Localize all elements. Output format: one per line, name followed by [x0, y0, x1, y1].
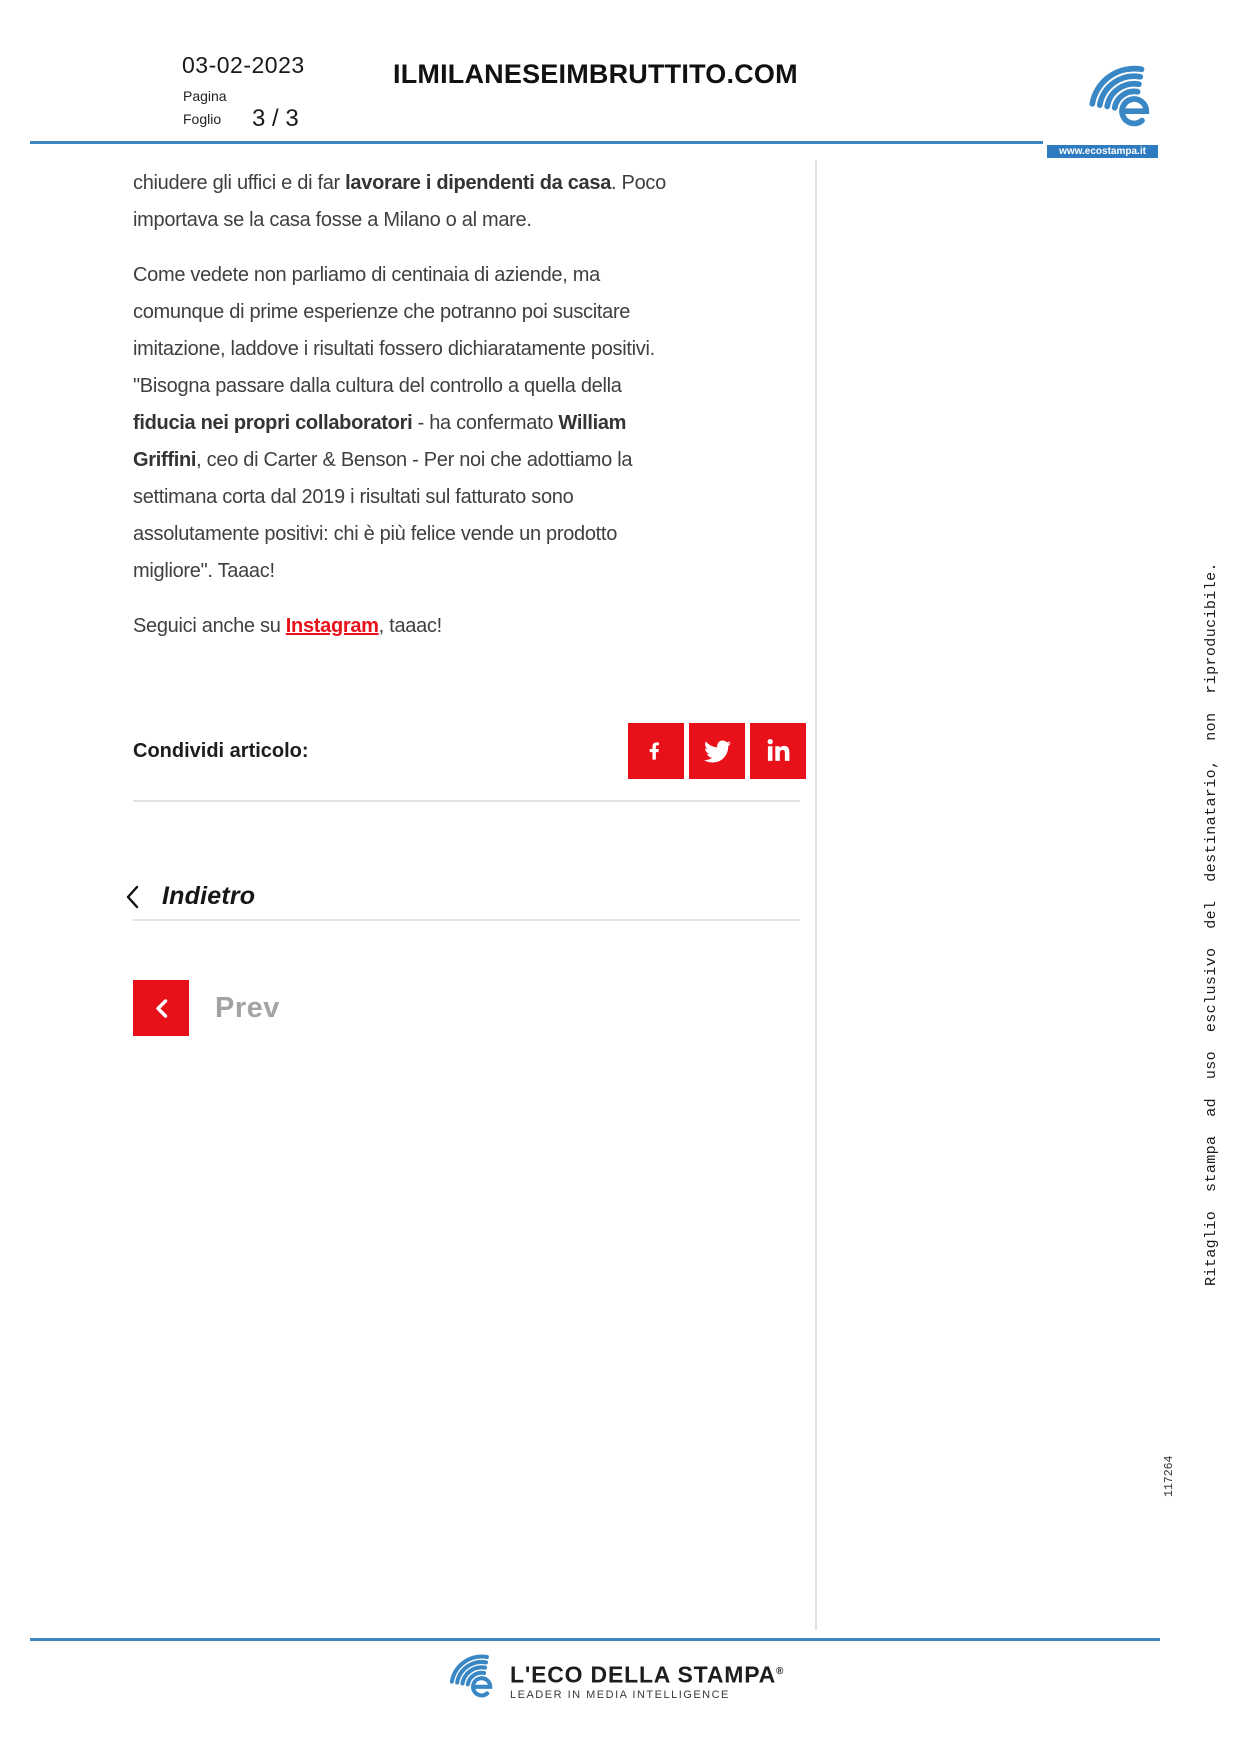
article-text: William: [558, 412, 627, 434]
facebook-f-icon: [649, 737, 664, 765]
header-rule: [30, 141, 1043, 144]
share-label: Condividi articolo:: [133, 740, 309, 762]
article-line: [133, 202, 803, 239]
article-paragraph: [133, 165, 803, 239]
clip-date: 03-02-2023: [182, 52, 305, 78]
article-text: comunque di prime esperienze che potranno poi suscitare: [133, 301, 631, 323]
footer-brand: [446, 1648, 784, 1704]
source-title: ILMILANESEIMBRUTTITO.COM: [393, 59, 798, 89]
prev-label[interactable]: Prev: [215, 991, 280, 1024]
article-text: , ceo di Carter & Benson - Per noi che adottiamo la: [196, 449, 633, 471]
sheet-value: 3 / 3: [252, 105, 299, 132]
article-body: [133, 165, 803, 663]
ecostampa-logo-icon: [1084, 55, 1160, 137]
twitter-bird-icon: [704, 738, 731, 765]
instagram-link[interactable]: Instagram: [285, 615, 379, 637]
article-text: settimana corta dal 2019 i risultati sul fatturato sono: [133, 486, 574, 508]
article-text: fiducia nei propri collaboratori: [133, 412, 413, 434]
article-text: lavorare i dipendenti da casa: [345, 172, 612, 194]
article-text: Come vedete non parliamo di centinaia di aziende, ma: [133, 264, 600, 286]
article-text: importava se la casa fosse a Milano o al mare.: [133, 209, 532, 231]
article-text: Seguici anche su: [133, 615, 286, 637]
article-text: "Bisogna passare dalla cultura del controllo a quella della: [133, 375, 622, 397]
footer-rule: [30, 1638, 1160, 1641]
content-divider-vertical: [815, 160, 817, 1630]
clip-number: 117264: [1163, 1455, 1176, 1497]
article-line: [133, 331, 803, 368]
article-text: assolutamente positivi: chi è più felice vende un prodotto: [133, 523, 618, 545]
article-text: migliore". Taaac!: [133, 560, 275, 582]
registered-mark: ®: [776, 1666, 785, 1677]
divider: [133, 919, 800, 921]
article-line: [133, 294, 803, 331]
article-line: [133, 553, 803, 590]
article-line: [133, 516, 803, 553]
footer-texts: [510, 1648, 784, 1701]
article-line: [133, 368, 803, 405]
article-line: [133, 479, 803, 516]
article-paragraph: [133, 257, 803, 590]
footer-brand-name: L'ECO DELLA STAMPA®: [510, 1661, 785, 1688]
sheet-label: Foglio: [183, 111, 222, 127]
article-text: - ha confermato: [412, 412, 559, 434]
chevron-left-icon: [126, 885, 140, 909]
prev-button[interactable]: [133, 980, 189, 1036]
linkedin-in-icon: [766, 739, 791, 764]
ecostampa-logo-icon: [446, 1648, 500, 1704]
share-facebook-button[interactable]: [628, 723, 684, 779]
article-line: [133, 165, 803, 202]
divider: [133, 800, 800, 802]
share-buttons: [628, 723, 806, 779]
article-text: . Poco: [611, 172, 666, 194]
prev-nav: [133, 980, 280, 1036]
article-text: , taaac!: [378, 615, 442, 637]
article-line: [133, 608, 803, 645]
copyright-disclaimer: Ritaglio stampa ad uso esclusivo del destinatario, non riproducibile.: [1203, 562, 1220, 1286]
share-twitter-button[interactable]: [689, 723, 745, 779]
article-text: chiudere gli uffici e di far: [133, 172, 346, 194]
article-line: [133, 257, 803, 294]
article-line: [133, 442, 803, 479]
chevron-left-icon: [155, 999, 168, 1018]
article-paragraph: [133, 608, 803, 645]
article-text: Griffini: [133, 449, 197, 471]
article-text: imitazione, laddove i risultati fossero dichiaratamente positivi.: [133, 338, 655, 360]
share-linkedin-button[interactable]: [750, 723, 806, 779]
article-line: [133, 405, 803, 442]
back-label: Indietro: [162, 882, 256, 910]
footer-tagline: LEADER IN MEDIA INTELLIGENCE: [510, 1688, 730, 1701]
back-link[interactable]: [126, 882, 255, 911]
ecostampa-url-badge: www.ecostampa.it: [1047, 145, 1158, 158]
page-label: Pagina: [183, 88, 227, 104]
